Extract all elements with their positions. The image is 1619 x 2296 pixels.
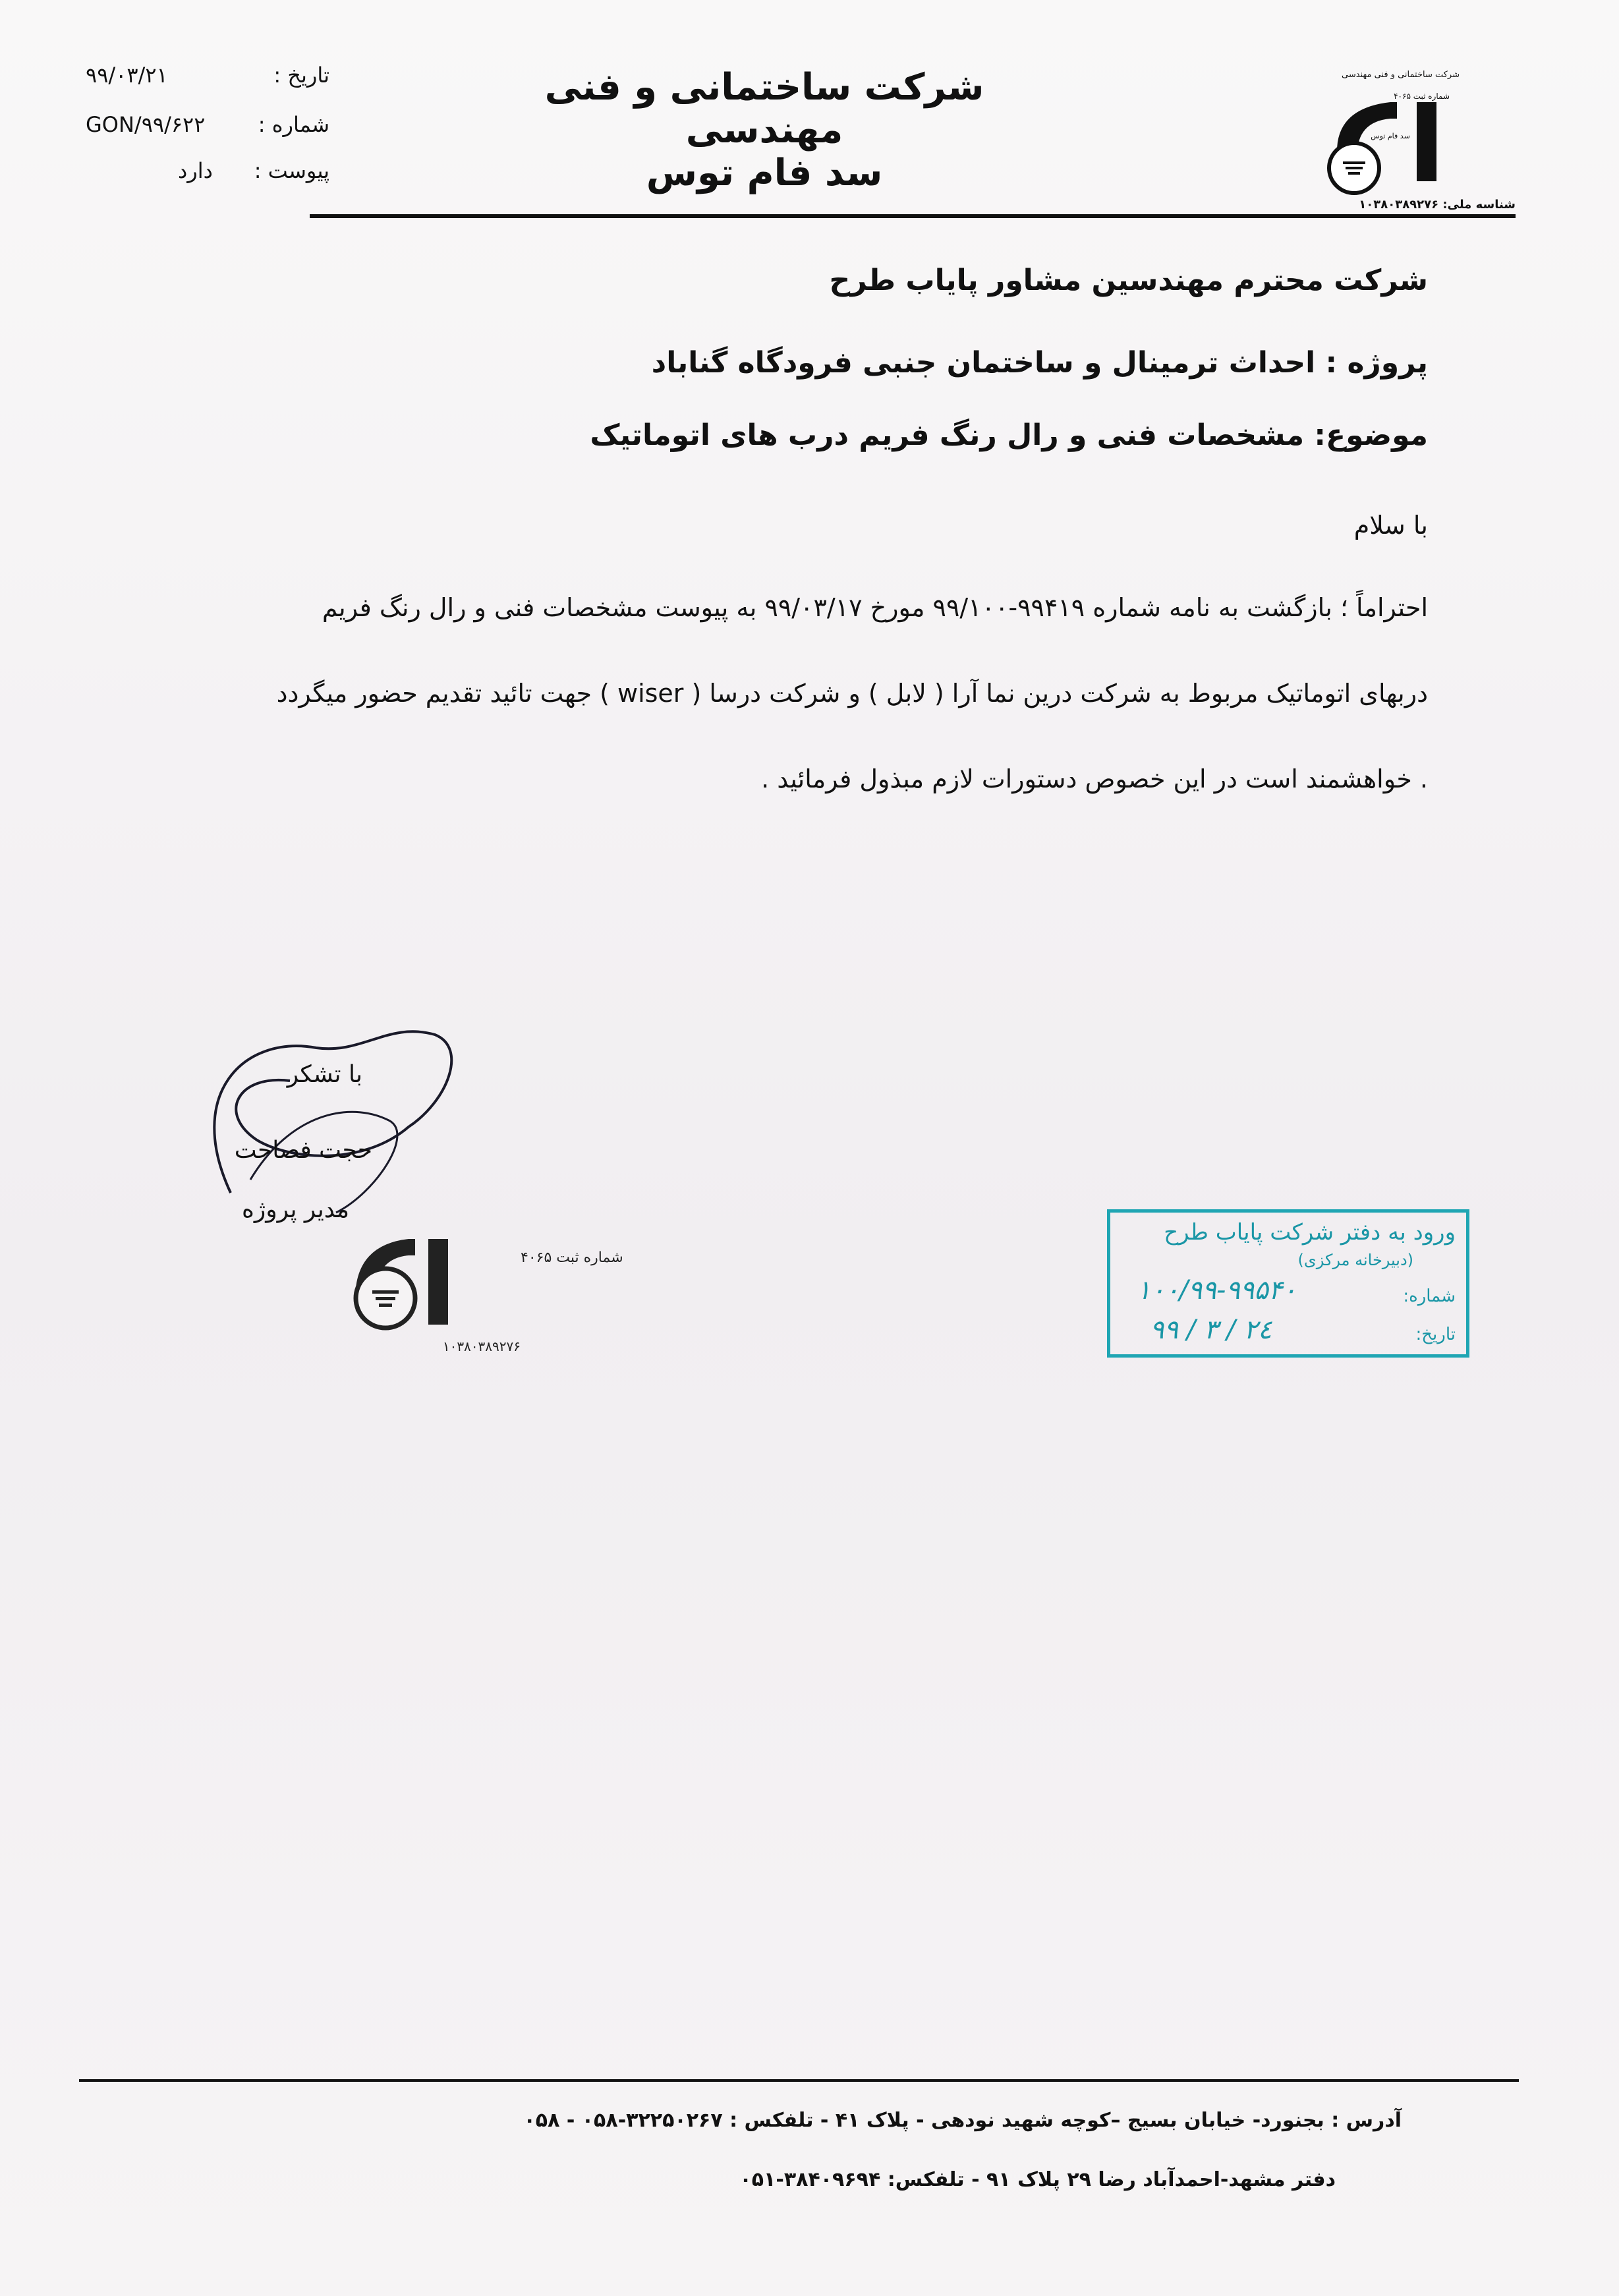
header-divider (310, 214, 1516, 218)
attachment-label: پیوست : (254, 158, 329, 183)
company-name-line2: سد فام توس (646, 152, 883, 194)
signature-icon (191, 995, 623, 1364)
stamp-subtitle: (دبیرخانه مرکزی) (1297, 1251, 1413, 1269)
paragraph-line-1: احتراماً ؛ بازگشت به نامه شماره ۹۹۴۱۹-۹۹/۱۰۰ مورخ ۹۹/۰۳/۱۷ به پیوست مشخصات فنی و رال رنگ فریم (322, 593, 1428, 622)
receipt-stamp (1107, 1209, 1469, 1358)
logo-name-text: سد فام توس (1371, 132, 1410, 140)
signature-closing: با تشکر (287, 1061, 362, 1088)
stamp-title: ورود به دفتر شرکت پایاب طرح (1164, 1219, 1456, 1246)
stamp-number-label: شماره: (1403, 1286, 1456, 1306)
national-id: شناسه ملی: ۱۰۳۸۰۳۸۹۲۷۶ (1359, 198, 1516, 212)
signer-name: حجت فصاحت (234, 1137, 372, 1164)
company-name-line1: شرکت ساختمانی و فنی مهندسی (544, 66, 984, 152)
logo-reg-text: شماره ثبت ۴۰۶۵ (1394, 92, 1450, 101)
company-seal-icon (355, 1239, 448, 1328)
logo-top-text: شرکت ساختمانی و فنی مهندسی (1342, 70, 1460, 80)
date-value: ۹۹/۰۳/۲۱ (86, 63, 168, 88)
number-value: GON/۹۹/۶۲۲ (86, 112, 206, 137)
stamp-date-value: ۹۹ / ۳ / ۲٤ (1150, 1315, 1272, 1345)
footer-address-line1: آدرس : بجنورد- خیابان بسیج –کوچه شهید نودهی - پلاک ۴۱ - تلفکس : ۳۲۲۵۰۲۶۷-۰۵۸ - ۰۵۸ (523, 2109, 1402, 2132)
paragraph-line-2: دربهای اتوماتیک مربوط به شرکت درین نما آرا ( لابل ) و شرکت درسا ( wiser ) جهت تائید تقدیم حضور میگردد (276, 679, 1428, 708)
signature-block (191, 995, 623, 1364)
stamp-number-value: ۱۰۰/۹۹-۹۹۵۴۰ (1137, 1275, 1297, 1306)
recipient-line: شرکت محترم مهندسین مشاور پایاب طرح (829, 264, 1428, 297)
logo-icon (1318, 63, 1469, 194)
project-line: پروژه : احداث ترمینال و ساختمان جنبی فرودگاه گناباد (651, 346, 1428, 380)
seal-id-text: ۱۰۳۸۰۳۸۹۲۷۶ (442, 1338, 521, 1354)
number-field (86, 112, 329, 152)
greeting: با سلام (1353, 511, 1428, 540)
company-logo (1318, 63, 1469, 194)
seal-reg-text: شماره ثبت ۴۰۶۵ (521, 1249, 623, 1266)
attachment-field (86, 158, 329, 198)
attachment-value: دارد (178, 158, 213, 183)
footer-divider (79, 2079, 1519, 2082)
footer-address-line2: دفتر مشهد-احمدآباد رضا ۲۹ پلاک ۹۱ - تلفکس: ۳۸۴۰۹۶۹۴-۰۵۱ (739, 2168, 1336, 2191)
signer-title: مدیر پروژه (241, 1196, 349, 1223)
stamp-date-label: تاریخ: (1415, 1325, 1456, 1344)
date-field (86, 63, 329, 102)
subject-line: موضوع: مشخصات فنی و رال رنگ فریم درب های اتوماتیک (590, 418, 1428, 452)
date-label: تاریخ : (273, 63, 329, 88)
paragraph-line-3: . خواهشمند است در این خصوص دستورات لازم مبذول فرمائید . (761, 764, 1428, 793)
number-label: شماره : (258, 112, 329, 137)
